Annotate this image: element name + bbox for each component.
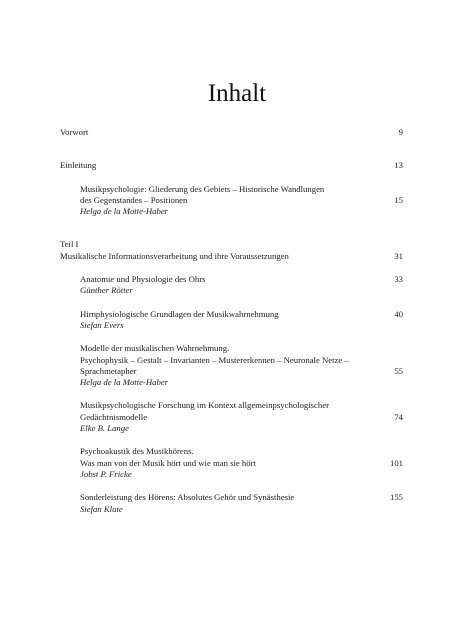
toc-entry-title: Musikalische Informationsverarbeitung und ihre Voraussetzungen: [60, 250, 289, 261]
toc-entry-modelle[interactable]: [80, 343, 403, 388]
toc-entry-author: Helga de la Motte-Haber: [80, 377, 169, 388]
toc-entry-title: Einleitung: [60, 160, 97, 171]
toc-entry-hirnphysiologie[interactable]: [80, 309, 403, 332]
toc-page-number: 33: [394, 274, 403, 285]
toc-entry-musikpsychologie[interactable]: [80, 184, 403, 218]
toc-entry-title: des Gegenstandes – Positionen: [80, 194, 188, 205]
toc-entry-author: Stefan Klute: [80, 503, 123, 514]
toc-page-number: 55: [394, 365, 403, 376]
toc-page-number: 40: [394, 308, 403, 319]
toc-entry-sonderleistung[interactable]: [80, 492, 403, 515]
toc-entry-gedaechtnismodelle[interactable]: [80, 400, 403, 434]
toc-page-number: 31: [394, 250, 403, 261]
toc-entry-author: Helga de la Motte-Haber: [80, 206, 169, 217]
toc-part-label: Teil I: [60, 239, 79, 250]
toc-entry-title: Modelle der musikalischen Wahrnehmung.: [80, 343, 230, 354]
toc-page-number: 13: [394, 160, 403, 171]
toc-entry-author: Elke B. Lange: [80, 423, 129, 434]
toc-entry-teil-1[interactable]: [60, 239, 403, 262]
toc-entry-title: Musikpsychologie: Gliederung des Gebiets – Historische Wandlungen: [80, 183, 325, 194]
toc-page-number: 155: [389, 492, 403, 503]
toc-entry-author: Jobst P. Fricke: [80, 468, 132, 479]
toc-page-number: 15: [394, 194, 403, 205]
toc-entry-author: Stefan Evers: [80, 319, 124, 330]
toc-entry-title: Was man von der Musik hört und wie man sie hört: [80, 457, 256, 468]
toc-entry-title: Sonderleistung des Hörens: Absolutes Gehör und Synästhesie: [80, 492, 295, 503]
table-of-contents: [60, 127, 403, 515]
toc-entry-einleitung[interactable]: [60, 160, 403, 171]
toc-entry-title: Psychoakustik des Musikhörens.: [80, 446, 194, 457]
toc-page-number: 101: [389, 457, 403, 468]
toc-entry-anatomie[interactable]: [80, 274, 403, 297]
toc-entry-vorwort[interactable]: [60, 127, 403, 138]
toc-entry-title: Musikpsychologische Forschung im Kontext allgemeinpsychologischer: [80, 400, 330, 411]
toc-entry-title: Gedächtnismodelle: [80, 411, 148, 422]
toc-entry-author: Günther Rötter: [80, 285, 133, 296]
toc-entry-title: Psychophysik – Gestalt – Invarianten – Mustererkennen – Neuronale Netze –: [80, 354, 349, 365]
toc-entry-title: Anatomie und Physiologie des Ohrs: [80, 274, 206, 285]
toc-entry-title: Hirnphysiologische Grundlagen der Musikwahrnehmung: [80, 308, 279, 319]
toc-entry-title: Sprachmetapher: [80, 365, 137, 376]
toc-page-number: 9: [398, 127, 403, 137]
page-title: Inhalt: [207, 80, 267, 107]
toc-page-number: 74: [394, 411, 403, 422]
toc-entry-psychoakustik[interactable]: [80, 446, 403, 480]
toc-entry-title: Vorwort: [60, 127, 89, 137]
